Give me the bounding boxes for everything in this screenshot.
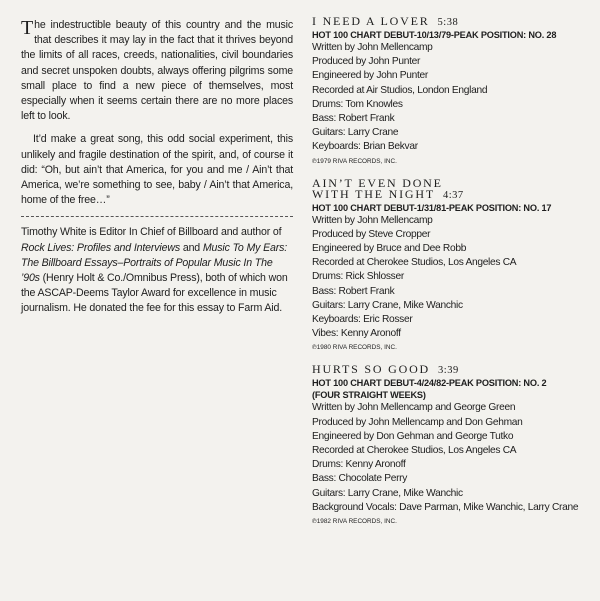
credit-line: Bass: Robert Frank [312,113,395,125]
copyright-notice: ℗1980 RIVA RECORDS, INC. [312,344,397,352]
track-title: AIN’T EVEN DONE WITH THE NIGHT [312,175,443,201]
track-title: I NEED A LOVER [312,14,430,28]
credit-line: Guitars: Larry Crane [312,127,399,139]
credit-line: Produced by John Punter [312,56,421,68]
track-block [312,175,587,354]
credit-line: Engineered by John Punter [312,70,428,82]
credit-line: Guitars: Larry Crane, Mike Wanchic [312,299,463,311]
track-title-line [312,175,587,201]
track-duration: 5:38 [437,17,459,28]
track-block [312,364,587,527]
credit-line: Engineered by Don Gehman and George Tutko [312,430,514,442]
track-title: HURTS SO GOOD [312,362,431,377]
track-title-line [312,364,587,376]
book-title-1: Rock Lives: Profiles and Interviews [21,241,181,254]
copyright-notice: ℗1979 RIVA RECORDS, INC. [312,157,397,165]
essay [21,18,293,208]
book-title-2: Music To My Ears: The Billboard Essays–Portraits of Popular Music In The ’90s [21,241,288,285]
divider [21,216,293,217]
chart-info: HOT 100 CHART DEBUT-4/24/82-PEAK POSITION: NO. 2 (FOUR STRAIGHT WEEKS) [312,378,547,401]
credit-line: Bass: Robert Frank [312,285,395,297]
author-bio [21,225,293,316]
credit-line: Engineered by Bruce and Dee Robb [312,243,467,255]
credit-line: Vibes: Kenny Aronoff [312,328,401,340]
track-title-line [312,16,587,28]
essay-column [21,18,293,317]
credit-line: Keyboards: Brian Bekvar [312,141,418,153]
essay-paragraph-1-text: he indestructible beauty of this country and the music that describes it may lay in the fact that it thrives beyond the limits of all races, creeds, nationalities, civil boundaries and secret unspoken doubts, always offering pilgrims some small place to find a new piece of themselves, most especially when it seems certain there are no more places left to look. [21,19,293,123]
credit-line: Recorded at Cherokee Studios, Los Angeles CA [312,257,517,269]
track-duration: 4:37 [442,189,464,201]
credit-line: Drums: Kenny Aronoff [312,459,406,471]
credit-line: Background Vocals: Dave Parman, Mike Wanchic, Larry Crane [312,501,579,513]
credit-line: Guitars: Larry Crane, Mike Wanchic [312,487,463,499]
chart-info: HOT 100 CHART DEBUT-1/31/81-PEAK POSITION: NO. 17 [312,202,552,213]
credit-line: Written by John Mellencamp [312,42,433,53]
credit-line: Produced by Steve Cropper [312,228,431,240]
credit-line: Drums: Tom Knowles [312,98,403,110]
credit-line: Written by John Mellencamp and George Green [312,402,516,414]
chart-info: HOT 100 CHART DEBUT-10/13/79-PEAK POSITION: NO. 28 [312,30,557,40]
credit-line: Drums: Rick Shlosser [312,271,404,283]
credit-line: Written by John Mellencamp [312,214,433,226]
bio-text-1: Timothy White is Editor In Chief of Billboard and author of [21,226,282,239]
track-credits-column [312,16,587,538]
bio-text-3: (Henry Holt & Co./Omnibus Press), both of which won the ASCAP-Deems Taylor Award for excellence in music journalism. He donated the fee for this essay to Farm Aid. [21,272,288,315]
copyright-notice: ℗1982 RIVA RECORDS, INC. [312,518,397,526]
credit-line: Recorded at Air Studios, London England [312,84,488,96]
drop-cap: T [21,17,34,39]
credit-line: Produced by John Mellencamp and Don Gehman [312,416,523,428]
credit-line: Bass: Chocolate Perry [312,473,408,485]
track-block [312,16,587,167]
essay-paragraph-1 [21,18,293,124]
bio-text-2: and [182,241,201,254]
track-duration: 3:39 [438,365,459,377]
credit-line: Keyboards: Eric Rosser [312,314,413,326]
credit-line: Recorded at Cherokee Studios, Los Angeles CA [312,445,517,457]
essay-paragraph-2: It’d make a great song, this odd social experiment, this unlikely and fragile destination of the spirit, and, of course it did: “Oh, but ain’t that America, for you and me / Ain’t that America, we’re something to see, baby / Ain’t that America, home of the free…” [21,133,293,207]
